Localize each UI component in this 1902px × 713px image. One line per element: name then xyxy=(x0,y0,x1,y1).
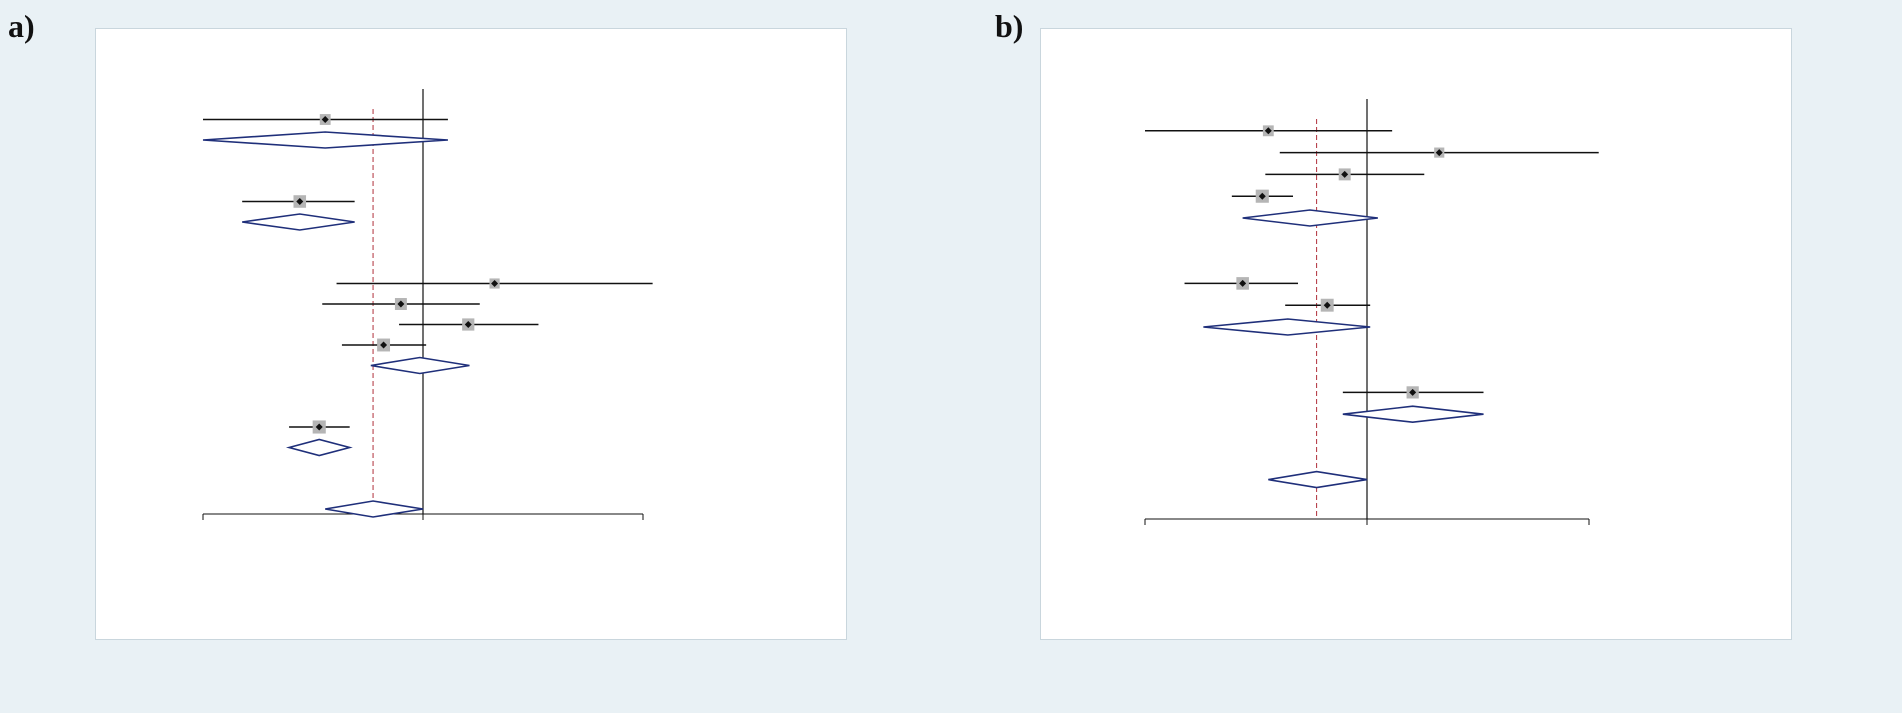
subgroup-diamond xyxy=(371,358,470,374)
subgroup-diamond xyxy=(1343,406,1484,422)
forest-plot-a xyxy=(95,28,847,640)
forest-plot-b xyxy=(1040,28,1792,640)
subgroup-diamond xyxy=(203,132,448,148)
subgroup-diamond xyxy=(1243,210,1378,226)
overall-diamond xyxy=(1268,472,1367,488)
forest-svg xyxy=(96,29,846,639)
subgroup-diamond xyxy=(289,440,350,456)
forest-svg xyxy=(1041,29,1791,639)
subgroup-diamond xyxy=(242,214,354,230)
overall-diamond xyxy=(325,501,423,517)
panel-a-label: a) xyxy=(8,8,35,44)
panel-b-label: b) xyxy=(995,8,1024,44)
subgroup-diamond xyxy=(1203,319,1370,335)
